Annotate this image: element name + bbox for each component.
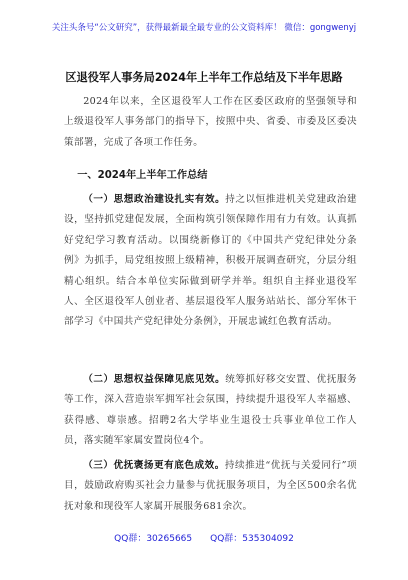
item-text-3: 持续推进“优抚与关爱同行”项目，鼓励政府购买社会力量参与优抚服务项目，为全区500余名优抚对象和现役军人家属开展服务681余次。 — [64, 460, 357, 512]
item-block-2 — [64, 370, 357, 452]
item-lead-2: （二）思想权益保障见底见效。 — [83, 374, 226, 385]
footer-contact — [0, 531, 408, 544]
intro-block — [64, 92, 357, 153]
intro-paragraph: 2024年以来，全区退役军人工作在区委区政府的坚强领导和上级退役军人事务部门的指导下，按照中央、省委、市委及区委决策部署，完成了各项工作任务。 — [64, 96, 357, 148]
document-title: 区退役军人事务局2024年上半年工作总结及下半年思路 — [65, 71, 343, 84]
header-promo-note: 关注头条号“公文研究”，获得最新最全最专业的公文资料库！ 微信：gongwenyj — [51, 23, 357, 33]
item-paragraph-2 — [64, 370, 357, 452]
item-lead-3: （三）优抚褒扬更有底色成效。 — [83, 460, 225, 471]
item-text-2: 统筹抓好移交安置、优抚服务等工作，深入营造崇军拥军社会氛围，持续提升退役军人幸福感、获得感、尊崇感。招聘2名大学毕业生退役士兵事业单位工作人员，落实随军家属安置岗位4个。 — [64, 374, 357, 447]
item-lead-1: （一）思想政治建设扎实有效。 — [83, 194, 226, 205]
section-heading-1: 一、2024年上半年工作总结 — [77, 170, 208, 181]
item-text-1: 持之以恒推进机关党建政治建设，坚持抓党建促发展，全面构筑引领保障作用有力有效。认真抓好党纪学习教育活动。以围绕新修订的《中国共产党纪律处分条例》为抓手，局党组按照上级精神，积极开展调查研究，分层分组精心组织。结合本单位实际做到研学并举。组织自主择业退役军人、全区退役军人创业者、基层退役军人服务站站长、部分军休干部学习《中国共产党纪律处分条例》，开展忠诚红色教育活动。 — [64, 194, 357, 328]
footer-qq-group-2: QQ群：535304092 — [210, 534, 294, 544]
footer-qq-group-1: QQ群：30265665 — [114, 534, 193, 544]
item-paragraph-3 — [64, 456, 357, 517]
item-paragraph-1 — [64, 190, 357, 333]
item-block-3 — [64, 456, 357, 517]
item-block-1 — [64, 190, 357, 333]
